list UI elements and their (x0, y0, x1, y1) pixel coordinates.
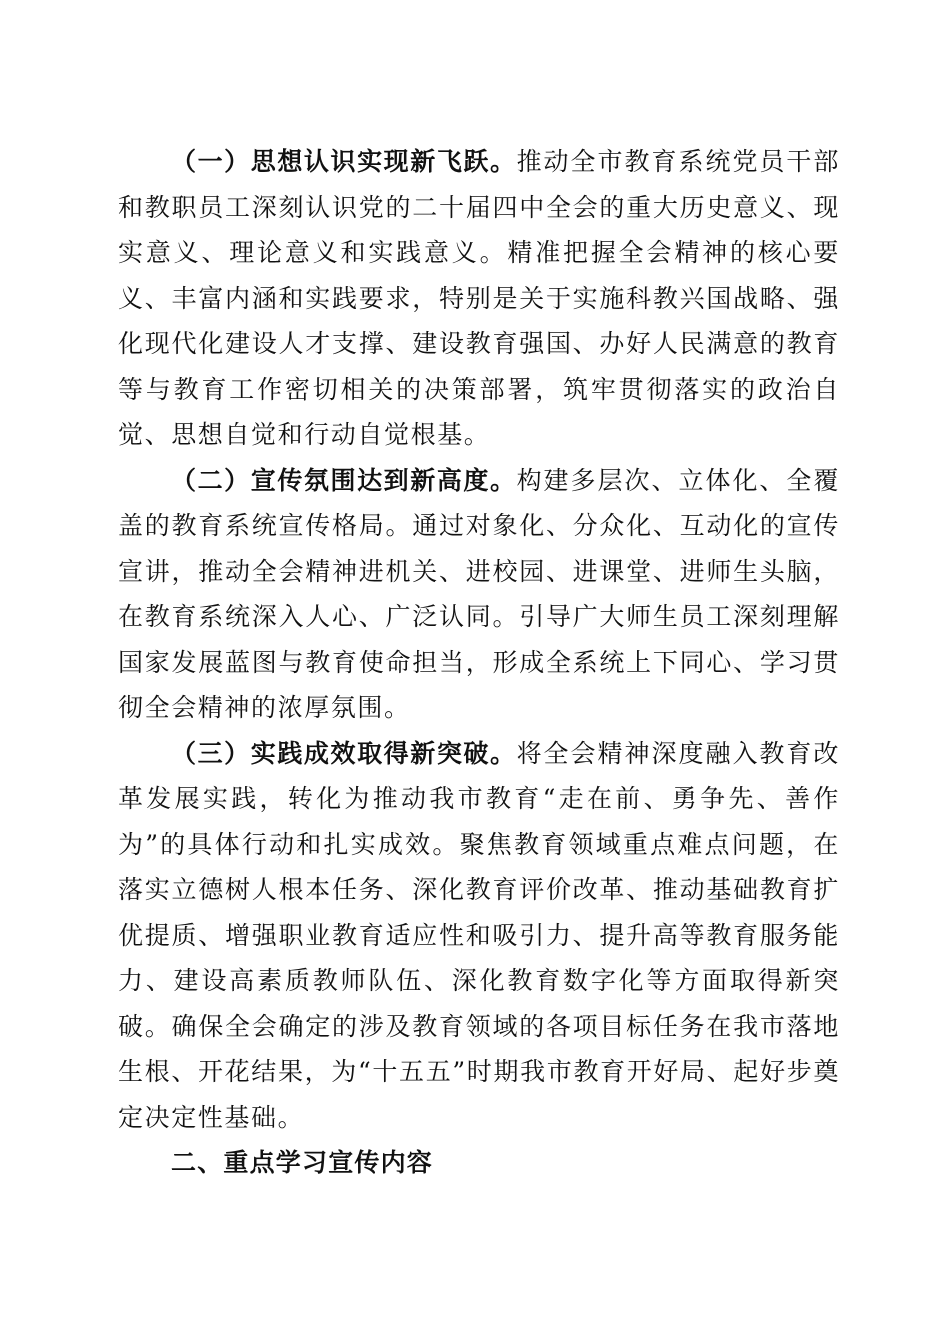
paragraph-1-lead: （一）思想认识实现新飞跃。 (171, 147, 517, 176)
paragraph-1 (118, 139, 840, 458)
paragraph-2-lead: （二）宣传氛围达到新高度。 (171, 465, 517, 495)
document-body (118, 139, 840, 1186)
paragraph-2-text: 构建多层次、立体化、全覆盖的教育系统宣传格局。通过对象化、分众化、互动化的宣传宣讲，推动全会精神进机关、进校园、进课堂、进师生头脑，在教育系统深入人心、广泛认同。引导广大师生员工深刻理解国家发展蓝图与教育使命担当，形成全系统上下同心、学习贯彻全会精神的浓厚氛围。 (118, 465, 840, 722)
paragraph-3 (118, 731, 840, 1141)
paragraph-1-text: 推动全市教育系统党员干部和教职员工深刻认识党的二十届四中全会的重大历史意义、现实意义、理论意义和实践意义。精准把握全会精神的核心要义、丰富内涵和实践要求，特别是关于实施科教兴国战略、强化现代化建设人才支撑、建设教育强国、办好人民满意的教育等与教育工作密切相关的决策部署，筑牢贯彻落实的政治自觉、思想自觉和行动自觉根基。 (118, 147, 840, 449)
paragraph-3-text: 将全会精神深度融入教育改革发展实践，转化为推动我市教育“走在前、勇争先、善作为”的具体行动和扎实成效。聚焦教育领域重点难点问题，在落实立德树人根本任务、深化教育评价改革、推动基础教育扩优提质、增强职业教育适应性和吸引力、提升高等教育服务能力、建设高素质教师队伍、深化教育数字化等方面取得新突破。确保全会确定的涉及教育领域的各项目标任务在我市落地生根、开花结果，为“十五五”时期我市教育开好局、起好步奠定决定性基础。 (118, 738, 840, 1132)
section-heading: 二、重点学习宣传内容 (171, 1148, 434, 1177)
paragraph-2 (118, 458, 840, 731)
paragraph-3-lead: （三）实践成效取得新突破。 (171, 738, 517, 768)
